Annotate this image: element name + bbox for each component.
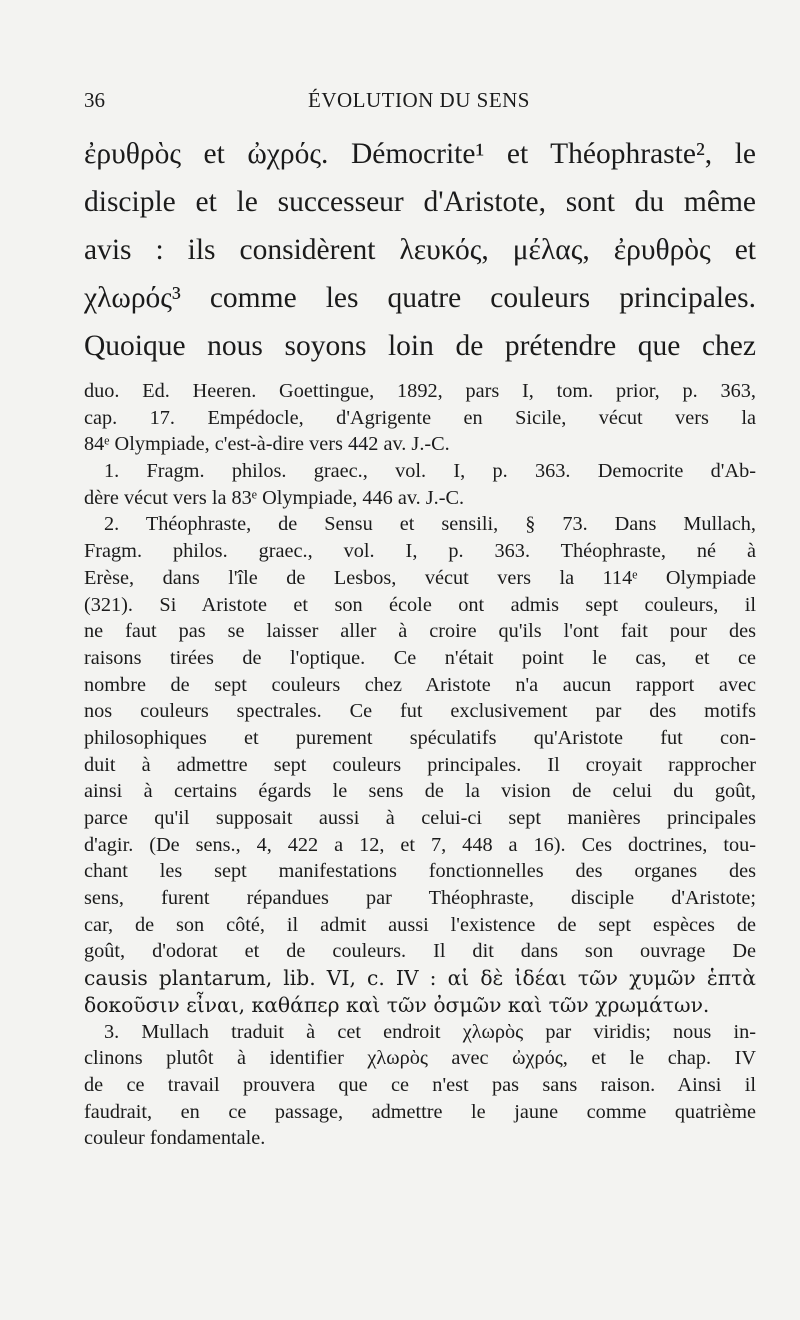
footnote-line: ne faut pas se laisser aller à croire qu'ils l'ont fait pour des xyxy=(84,620,756,643)
body-line: avis : ils considèrent λευκός, μέλας, ἐρυθρὸς et xyxy=(84,234,756,266)
footnote-line: causis plantarum, lib. VI, c. IV : αἱ δὲ ἰδέαι τῶν χυμῶν ἑπτὰ xyxy=(84,966,756,991)
footnote-line: nos couleurs spectrales. Ce fut exclusivement par des motifs xyxy=(84,700,756,723)
footnote-line: cap. 17. Empédocle, d'Agrigente en Sicile, vécut vers la xyxy=(84,406,756,429)
footnote-line: Fragm. philos. graec., vol. I, p. 363. Théophraste, né à xyxy=(84,540,756,563)
footnote-line: couleur fondamentale. xyxy=(84,1127,266,1150)
footnote-line: 2. Théophraste, de Sensu et sensili, § 73. Dans Mullach, xyxy=(104,513,756,536)
page-header xyxy=(84,88,754,118)
main-text xyxy=(84,130,756,370)
body-line: Quoique nous soyons loin de prétendre que chez xyxy=(84,330,756,362)
footnote-line: de ce travail prouvera que ce n'est pas sans raison. Ainsi il xyxy=(84,1073,756,1096)
footnotes xyxy=(84,378,756,1152)
footnote-line: d'agir. (De sens., 4, 422 a 12, et 7, 448 a 16). Ces doctrines, tou- xyxy=(84,833,756,856)
running-title: ÉVOLUTION DU SENS xyxy=(308,88,530,112)
footnote-line: 1. Fragm. philos. graec., vol. I, p. 363. Democrite d'Ab- xyxy=(104,460,756,483)
footnote-line: goût, d'odorat et de couleurs. Il dit dans son ouvrage De xyxy=(84,940,756,963)
footnote-line: ainsi à certains égards le sens de la vision de celui du goût, xyxy=(84,780,756,803)
body-line: disciple et le successeur d'Aristote, sont du même xyxy=(84,186,756,218)
footnote-line: dère vécut vers la 83ᵉ Olympiade, 446 av. J.-C. xyxy=(84,486,465,509)
footnote-line: duit à admettre sept couleurs principales. Il croyait rapprocher xyxy=(84,753,756,776)
footnote-line: car, de son côté, il admit aussi l'existence de sept espèces de xyxy=(84,913,756,936)
footnote-line: δοκοῦσιν εἶναι, καθάπερ καὶ τῶν ὀσμῶν καὶ τῶν χρωμάτων. xyxy=(84,992,710,1017)
footnote-line: Erèse, dans l'île de Lesbos, vécut vers la 114ᵉ Olympiade xyxy=(84,566,756,589)
body-line: ἐρυθρὸς et ὠχρός. Démocrite¹ et Théophraste², le xyxy=(84,138,756,170)
footnote-line: chant les sept manifestations fonctionnelles des organes des xyxy=(84,860,756,883)
footnote-line: parce qu'il supposait aussi à celui-ci sept manières principales xyxy=(84,807,756,829)
footnote-line: sens, furent répandues par Théophraste, disciple d'Aristote; xyxy=(84,887,756,910)
footnote-line: philosophiques et purement spéculatifs qu'Aristote fut con- xyxy=(84,726,756,749)
footnote-line: raisons tirées de l'optique. Ce n'était point le cas, et ce xyxy=(84,646,756,669)
footnote-line: nombre de sept couleurs chez Aristote n'a aucun rapport avec xyxy=(84,673,756,696)
footnote-line: duo. Ed. Heeren. Goettingue, 1892, pars I, tom. prior, p. 363, xyxy=(84,380,756,402)
footnote-line: (321). Si Aristote et son école ont admis sept couleurs, il xyxy=(84,593,756,616)
footnote-line: 84ᵉ Olympiade, c'est-à-dire vers 442 av. J.-C. xyxy=(84,433,450,456)
body-line: χλωρός³ comme les quatre couleurs principales. xyxy=(84,282,756,314)
footnote-line: faudrait, en ce passage, admettre le jaune comme quatrième xyxy=(84,1100,756,1123)
footnote-line: 3. Mullach traduit à cet endroit χλωρὸς par viridis; nous in- xyxy=(104,1020,756,1043)
footnote-line: clinons plutôt à identifier χλωρὸς avec ὠχρός, et le chap. IV xyxy=(84,1047,756,1070)
page-number: 36 xyxy=(84,88,105,112)
